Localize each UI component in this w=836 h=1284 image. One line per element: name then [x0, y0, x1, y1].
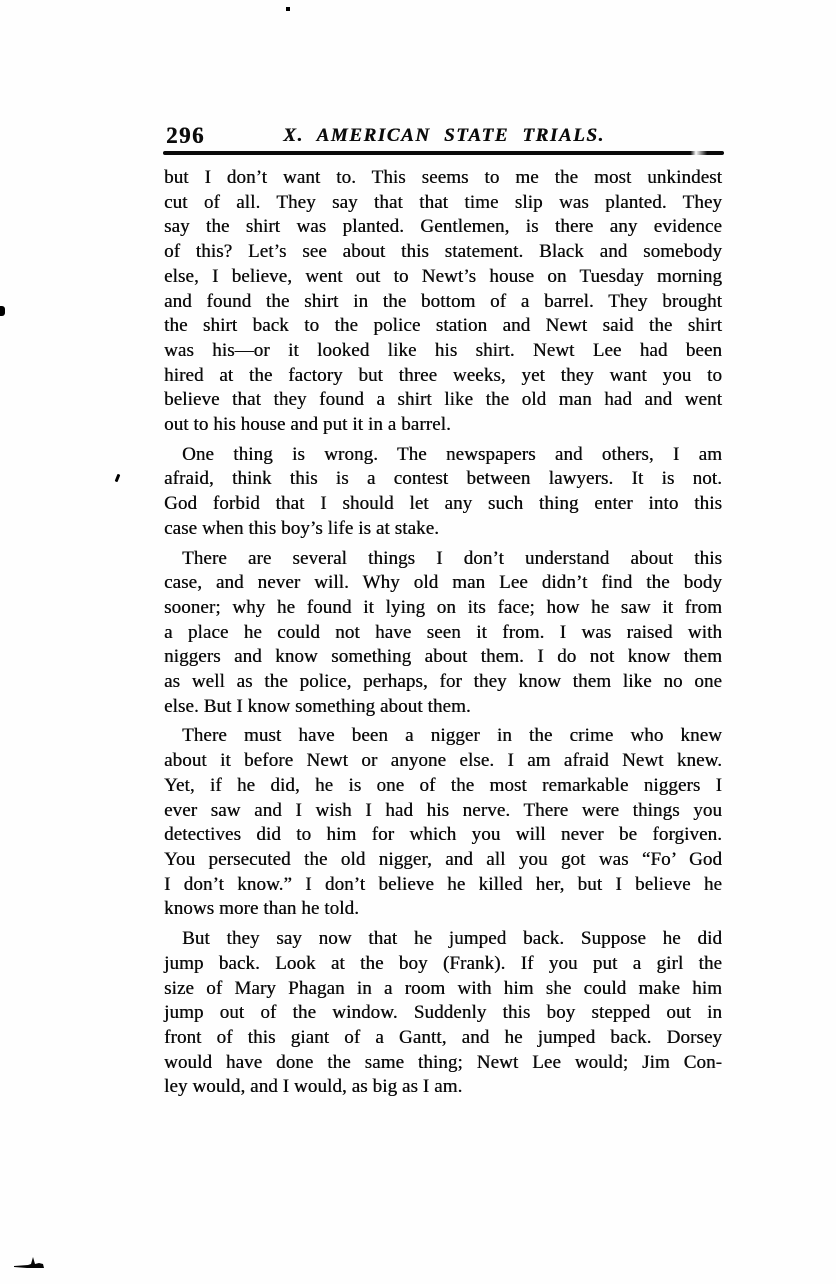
text-line: detectives did to him for which you will never be forgiven. [164, 824, 722, 846]
text-line: of this? Let’s see about this statement. Black and somebody [164, 241, 722, 263]
text-line: case, and never will. Why old man Lee didn’t find the body [164, 572, 722, 594]
text-line: case when this boy’s life is at stake. [164, 517, 440, 539]
paragraph [164, 166, 722, 438]
text-line: and found the shirt in the bottom of a barrel. They brought [164, 290, 722, 312]
text-line: but I don’t want to. This seems to me the most unkindest [164, 167, 722, 188]
text-line: knows more than he told. [164, 898, 360, 920]
scan-ink-smudge-artifact [13, 1253, 49, 1271]
text-line: There are several things I don’t understand about this [182, 547, 722, 569]
paragraph [164, 443, 722, 542]
text-line: out to his house and put it in a barrel. [164, 414, 451, 436]
scan-stray-accent-artifact [115, 474, 121, 483]
page-body [164, 166, 722, 1100]
text-line: You persecuted the old nigger, and all you got was “Fo’ God [164, 848, 722, 870]
scan-dot-artifact [286, 7, 290, 11]
text-line: size of Mary Phagan in a room with him she could make him [164, 977, 722, 999]
text-line: I don’t know.” I don’t believe he killed her, but I believe he [164, 873, 722, 895]
running-title: X. AMERICAN STATE TRIALS. [283, 125, 605, 146]
text-line: One thing is wrong. The newspapers and others, I am [182, 443, 722, 465]
text-line: jump back. Look at the boy (Frank). If you put a girl the [164, 952, 722, 974]
scan-left-margin-tick-artifact [0, 306, 5, 316]
text-line: believe that they found a shirt like the old man had and went [164, 389, 722, 411]
text-line: the shirt back to the police station and Newt said the shirt [164, 315, 722, 337]
text-line: was his—or it looked like his shirt. Newt Lee had been [164, 339, 722, 361]
text-line: about it before Newt or anyone else. I am afraid Newt knew. [164, 750, 722, 772]
text-line: sooner; why he found it lying on its face; how he saw it from [164, 596, 722, 618]
text-line: front of this giant of a Gantt, and he jumped back. Dorsey [164, 1026, 722, 1048]
paragraph [164, 724, 722, 922]
text-line: hired at the factory but three weeks, yet they want you to [164, 364, 722, 386]
paragraph [164, 927, 722, 1100]
text-line: would have done the same thing; Newt Lee would; Jim Con- [164, 1051, 722, 1073]
text-line: else, I believe, went out to Newt’s house on Tuesday morning [164, 265, 722, 287]
text-line: God forbid that I should let any such thing enter into this [164, 493, 722, 515]
text-line: a place he could not have seen it from. I was raised with [164, 621, 722, 643]
text-line: say the shirt was planted. Gentlemen, is there any evidence [164, 216, 722, 238]
text-line: ley would, and I would, as big as I am. [164, 1076, 463, 1098]
page-header [164, 122, 724, 150]
page-number: 296 [166, 123, 205, 148]
text-line: niggers and know something about them. I do not know them [164, 646, 722, 668]
text-line: But they say now that he jumped back. Suppose he did [182, 928, 722, 950]
paragraph [164, 547, 722, 720]
text-line: else. But I know something about them. [164, 695, 471, 717]
text-line: jump out of the window. Suddenly this boy stepped out in [164, 1002, 722, 1024]
text-line: There must have been a nigger in the crime who knew [182, 725, 722, 747]
text-line: ever saw and I wish I had his nerve. There were things you [164, 799, 722, 821]
text-line: as well as the police, perhaps, for they know them like no one [164, 671, 722, 693]
text-line: Yet, if he did, he is one of the most remarkable niggers I [164, 774, 722, 796]
text-line: cut of all. They say that that time slip was planted. They [164, 191, 722, 213]
header-rule [163, 151, 724, 155]
text-line: afraid, think this is a contest between lawyers. It is not. [164, 468, 722, 490]
